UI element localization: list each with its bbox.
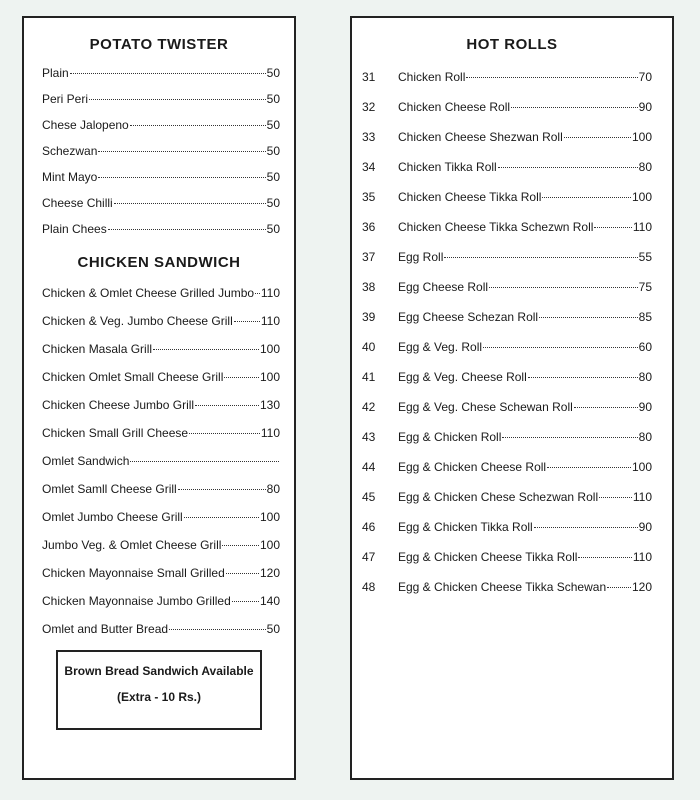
menu-item	[42, 170, 280, 184]
dot-leader	[594, 227, 631, 228]
dot-leader	[564, 137, 631, 138]
item-name: Egg & Chicken Cheese Tikka Roll	[398, 550, 578, 564]
dot-leader	[178, 489, 266, 490]
item-price: 50	[266, 66, 280, 80]
item-name: Chicken Cheese Roll	[398, 100, 511, 114]
item-name: Egg & Veg. Chese Schewan Roll	[398, 400, 573, 414]
dot-leader	[489, 287, 638, 288]
item-price: 100	[259, 510, 280, 524]
chicken-sandwich-heading: CHICKEN SANDWICH	[77, 254, 241, 271]
item-name: Chicken Mayonnaise Jumbo Grilled	[42, 594, 231, 608]
item-price: 50	[266, 92, 280, 106]
dot-leader	[222, 545, 259, 546]
item-name: Egg & Chicken Roll	[398, 430, 502, 444]
item-name: Chicken Mayonnaise Small Grilled	[42, 566, 225, 580]
menu-item	[42, 118, 280, 132]
item-price: 110	[260, 314, 280, 328]
item-name: Chicken Roll	[398, 70, 466, 84]
item-number: 45	[362, 490, 376, 504]
item-number: 44	[362, 460, 376, 474]
item-number: 33	[362, 130, 376, 144]
item-price: 100	[259, 342, 280, 356]
item-price: 50	[266, 196, 280, 210]
menu-item	[362, 490, 652, 504]
menu-item	[362, 310, 652, 324]
dot-leader	[130, 125, 266, 126]
menu-item	[362, 550, 652, 564]
item-price: 120	[259, 566, 280, 580]
menu-item	[42, 342, 280, 356]
menu-item	[42, 538, 280, 552]
dot-leader	[153, 349, 259, 350]
item-price: 110	[260, 426, 280, 440]
dot-leader	[232, 601, 259, 602]
dot-leader	[578, 557, 631, 558]
dot-leader	[169, 629, 266, 630]
item-price: 80	[266, 482, 280, 496]
item-name: Egg & Chicken Chese Schezwan Roll	[398, 490, 599, 504]
item-name: Chicken Tikka Roll	[398, 160, 497, 174]
item-price: 50	[266, 170, 280, 184]
item-name: Egg & Chicken Tikka Roll	[398, 520, 533, 534]
item-name: Plain Chees	[42, 222, 107, 236]
item-price: 130	[259, 398, 280, 412]
menu-item	[362, 340, 652, 354]
item-price: 60	[638, 340, 652, 354]
item-price: 80	[638, 370, 652, 384]
dot-leader	[539, 317, 638, 318]
dot-leader	[483, 347, 638, 348]
item-number: 32	[362, 100, 376, 114]
dot-leader	[528, 377, 638, 378]
menu-item	[362, 520, 652, 534]
menu-item	[362, 430, 652, 444]
item-name: Chicken & Omlet Cheese Grilled Jumbo	[42, 286, 255, 300]
item-price: 100	[259, 370, 280, 384]
menu-item	[362, 190, 652, 204]
dot-leader	[255, 293, 260, 294]
item-price: 90	[638, 520, 652, 534]
item-name: Egg & Chicken Cheese Roll	[398, 460, 547, 474]
dot-leader	[547, 467, 631, 468]
brown-bread-note-box	[56, 650, 262, 730]
item-price: 55	[638, 250, 652, 264]
item-price: 110	[632, 490, 652, 504]
menu-item	[362, 370, 652, 384]
menu-item	[362, 160, 652, 174]
item-price: 50	[266, 144, 280, 158]
item-name: Egg & Veg. Cheese Roll	[398, 370, 527, 384]
item-number: 41	[362, 370, 376, 384]
item-number: 40	[362, 340, 376, 354]
item-price: 120	[631, 580, 652, 594]
item-name: Chicken Cheese Tikka Schezwn Roll	[398, 220, 594, 234]
item-name: Egg & Veg. Roll	[398, 340, 483, 354]
item-name: Omlet Samll Cheese Grill	[42, 482, 177, 496]
item-name: Plain	[42, 66, 69, 80]
dot-leader	[444, 257, 637, 258]
dot-leader	[599, 497, 632, 498]
item-name: Chicken Cheese Tikka Roll	[398, 190, 542, 204]
item-price: 90	[638, 400, 652, 414]
item-price: 50	[266, 222, 280, 236]
menu-item	[42, 286, 280, 300]
item-name: Omlet Sandwich	[42, 454, 130, 468]
dot-leader	[89, 99, 266, 100]
dot-leader	[224, 377, 259, 378]
item-price: 100	[631, 190, 652, 204]
dot-leader	[184, 517, 259, 518]
menu-item	[362, 130, 652, 144]
dot-leader	[108, 229, 266, 230]
menu-item	[42, 622, 280, 636]
item-number: 31	[362, 70, 376, 84]
menu-item	[42, 222, 280, 236]
item-name: Egg Cheese Roll	[398, 280, 489, 294]
menu-item	[362, 400, 652, 414]
menu-item	[362, 70, 652, 84]
item-name: Cheese Chilli	[42, 196, 113, 210]
item-number: 42	[362, 400, 376, 414]
item-price: 80	[638, 430, 652, 444]
dot-leader	[226, 573, 259, 574]
dot-leader	[70, 73, 266, 74]
menu-item	[42, 454, 280, 468]
item-name: Egg Cheese Schezan Roll	[398, 310, 539, 324]
menu-item	[42, 370, 280, 384]
dot-leader	[607, 587, 631, 588]
dot-leader	[534, 527, 638, 528]
item-name: Chicken Masala Grill	[42, 342, 153, 356]
item-price: 75	[638, 280, 652, 294]
dot-leader	[189, 433, 260, 434]
item-price: 50	[266, 118, 280, 132]
right-menu-panel	[350, 16, 674, 780]
item-name: Peri Peri	[42, 92, 89, 106]
dot-leader	[542, 197, 631, 198]
item-price: 110	[260, 286, 280, 300]
item-price: 110	[632, 220, 652, 234]
dot-leader	[234, 321, 260, 322]
item-name: Jumbo Veg. & Omlet Cheese Grill	[42, 538, 222, 552]
menu-item	[42, 196, 280, 210]
item-name: Omlet Jumbo Cheese Grill	[42, 510, 183, 524]
item-number: 36	[362, 220, 376, 234]
item-number: 34	[362, 160, 376, 174]
item-number: 43	[362, 430, 376, 444]
dot-leader	[502, 437, 637, 438]
menu-item	[42, 92, 280, 106]
item-number: 35	[362, 190, 376, 204]
menu-item	[362, 250, 652, 264]
menu-item	[42, 144, 280, 158]
dot-leader	[98, 151, 265, 152]
menu-item	[42, 426, 280, 440]
potato-twister-heading: POTATO TWISTER	[89, 36, 229, 53]
menu-item	[362, 460, 652, 474]
menu-item	[362, 100, 652, 114]
item-number: 47	[362, 550, 376, 564]
dot-leader	[466, 77, 637, 78]
dot-leader	[498, 167, 638, 168]
item-price: 110	[632, 550, 652, 564]
hot-rolls-heading: HOT ROLLS	[466, 36, 558, 53]
dot-leader	[195, 405, 259, 406]
item-name: Chicken Small Grill Cheese	[42, 426, 189, 440]
menu-item	[42, 314, 280, 328]
item-number: 38	[362, 280, 376, 294]
item-name: Egg & Chicken Cheese Tikka Schewan	[398, 580, 607, 594]
dot-leader	[98, 177, 265, 178]
menu-item	[42, 594, 280, 608]
item-price: 100	[259, 538, 280, 552]
item-name: Chicken Cheese Shezwan Roll	[398, 130, 563, 144]
item-name: Mint Mayo	[42, 170, 98, 184]
item-price: 50	[266, 622, 280, 636]
menu-item	[42, 482, 280, 496]
item-name: Egg Roll	[398, 250, 444, 264]
item-number: 37	[362, 250, 376, 264]
menu-item	[42, 398, 280, 412]
item-name: Omlet and Butter Bread	[42, 622, 169, 636]
dot-leader	[114, 203, 266, 204]
item-price: 85	[638, 310, 652, 324]
item-price: 80	[638, 160, 652, 174]
item-price: 140	[259, 594, 280, 608]
item-number: 46	[362, 520, 376, 534]
item-price: 100	[631, 130, 652, 144]
left-menu-panel	[22, 16, 296, 780]
item-number: 48	[362, 580, 376, 594]
item-name: Schezwan	[42, 144, 98, 158]
item-name: Chicken Cheese Jumbo Grill	[42, 398, 195, 412]
dot-leader	[574, 407, 638, 408]
item-price: 90	[638, 100, 652, 114]
item-price: 70	[638, 70, 652, 84]
note-line-1: Brown Bread Sandwich Available	[64, 664, 254, 678]
item-name: Chicken & Veg. Jumbo Cheese Grill	[42, 314, 233, 328]
item-name: Chicken Omlet Small Cheese Grill	[42, 370, 224, 384]
menu-item	[42, 510, 280, 524]
menu-item	[362, 220, 652, 234]
menu-item	[42, 66, 280, 80]
menu-item	[42, 566, 280, 580]
item-number: 39	[362, 310, 376, 324]
note-line-2: (Extra - 10 Rs.)	[116, 690, 202, 704]
item-price: 100	[631, 460, 652, 474]
dot-leader	[130, 461, 279, 462]
menu-item	[362, 280, 652, 294]
menu-item	[362, 580, 652, 594]
item-name: Chese Jalopeno	[42, 118, 129, 132]
dot-leader	[511, 107, 638, 108]
